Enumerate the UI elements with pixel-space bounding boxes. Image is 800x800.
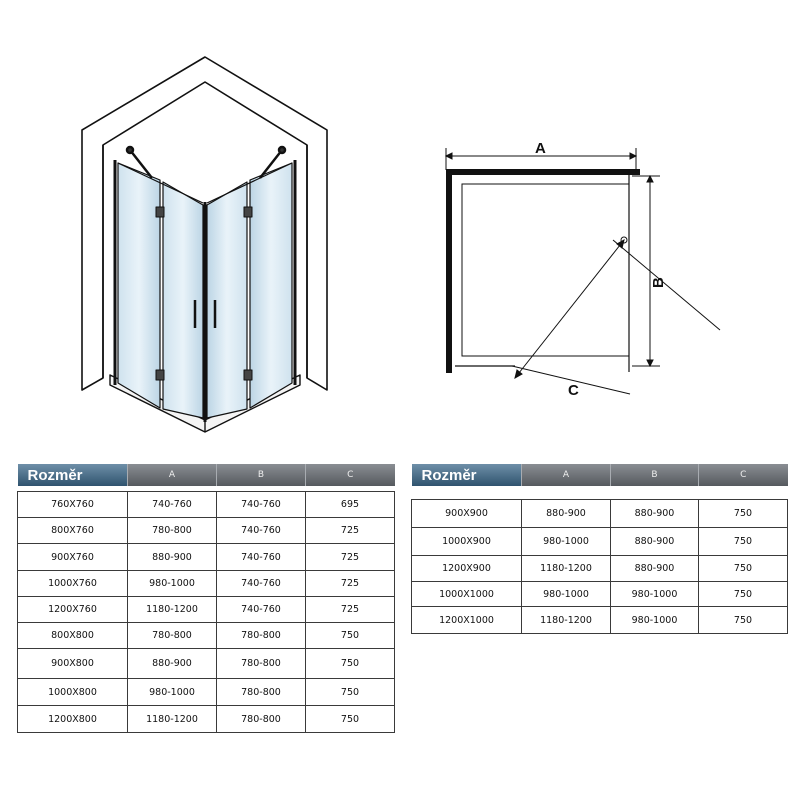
size-table-1 (17, 464, 395, 733)
table-row (18, 623, 395, 649)
dimension-b (632, 176, 660, 366)
column-header-c: C (306, 464, 395, 486)
size-table-2-header (412, 464, 788, 486)
a-cell: 980-1000 (128, 679, 217, 706)
b-cell: 740-760 (217, 518, 306, 544)
c-cell: 750 (306, 679, 395, 706)
b-cell: 740-760 (217, 571, 306, 597)
b-cell: 740-760 (217, 597, 306, 623)
column-header-c: C (699, 464, 788, 486)
c-cell: 750 (699, 607, 788, 634)
c-cell: 750 (699, 556, 788, 582)
size-cell: 1000X1000 (412, 582, 522, 607)
b-cell: 780-800 (217, 649, 306, 679)
dimension-c-label: C (568, 382, 579, 399)
a-cell: 880-900 (522, 500, 611, 528)
table-row (412, 528, 788, 556)
table-row (18, 649, 395, 679)
a-cell: 1180-1200 (522, 556, 611, 582)
isometric-shower-drawing (82, 57, 327, 432)
a-cell: 1180-1200 (128, 597, 217, 623)
table-row (18, 597, 395, 623)
c-cell: 750 (306, 706, 395, 733)
dimension-a-label: A (535, 140, 546, 157)
table-title: Rozměr (412, 464, 522, 486)
a-cell: 780-800 (128, 623, 217, 649)
size-cell: 800X760 (18, 518, 128, 544)
dimension-c (512, 237, 720, 394)
c-cell: 750 (306, 649, 395, 679)
size-cell: 1000X900 (412, 528, 522, 556)
c-cell: 725 (306, 544, 395, 571)
b-cell: 780-800 (217, 679, 306, 706)
table-row (18, 679, 395, 706)
c-cell: 750 (699, 528, 788, 556)
size-cell: 760X760 (18, 492, 128, 518)
table-row (412, 607, 788, 634)
c-cell: 725 (306, 518, 395, 544)
size-cell: 800X800 (18, 623, 128, 649)
table-row (18, 706, 395, 733)
b-cell: 880-900 (611, 556, 699, 582)
table-row (18, 571, 395, 597)
size-table-1-header (18, 464, 395, 486)
size-cell: 900X900 (412, 500, 522, 528)
b-cell: 780-800 (217, 623, 306, 649)
b-cell: 740-760 (217, 492, 306, 518)
a-cell: 880-900 (128, 649, 217, 679)
b-cell: 780-800 (217, 706, 306, 733)
size-cell: 1000X800 (18, 679, 128, 706)
b-cell: 880-900 (611, 500, 699, 528)
column-header-b: B (611, 464, 699, 486)
c-cell: 750 (306, 623, 395, 649)
a-cell: 740-760 (128, 492, 217, 518)
dimension-b-label: B (650, 277, 667, 288)
c-cell: 725 (306, 597, 395, 623)
a-cell: 880-900 (128, 544, 217, 571)
c-cell: 750 (699, 582, 788, 607)
b-cell: 740-760 (217, 544, 306, 571)
table-row (412, 582, 788, 607)
table-row (18, 544, 395, 571)
table-row (18, 492, 395, 518)
size-cell: 900X800 (18, 649, 128, 679)
c-cell: 695 (306, 492, 395, 518)
a-cell: 980-1000 (128, 571, 217, 597)
b-cell: 980-1000 (611, 582, 699, 607)
a-cell: 980-1000 (522, 582, 611, 607)
b-cell: 880-900 (611, 528, 699, 556)
a-cell: 780-800 (128, 518, 217, 544)
table-row (412, 556, 788, 582)
table-row (18, 518, 395, 544)
size-cell: 1200X1000 (412, 607, 522, 634)
glass-panels (115, 160, 295, 422)
column-header-a: A (522, 464, 611, 486)
c-cell: 750 (699, 500, 788, 528)
a-cell: 1180-1200 (128, 706, 217, 733)
size-table-2 (411, 464, 788, 634)
size-cell: 1000X760 (18, 571, 128, 597)
size-cell: 1200X760 (18, 597, 128, 623)
table-title: Rozměr (18, 464, 128, 486)
table-row (412, 500, 788, 528)
c-cell: 725 (306, 571, 395, 597)
b-cell: 980-1000 (611, 607, 699, 634)
size-cell: 900X760 (18, 544, 128, 571)
size-cell: 1200X900 (412, 556, 522, 582)
column-header-b: B (217, 464, 306, 486)
plan-view-drawing (446, 148, 720, 394)
a-cell: 1180-1200 (522, 607, 611, 634)
stabiliser-bars (127, 147, 285, 178)
a-cell: 980-1000 (522, 528, 611, 556)
size-cell: 1200X800 (18, 706, 128, 733)
column-header-a: A (128, 464, 217, 486)
